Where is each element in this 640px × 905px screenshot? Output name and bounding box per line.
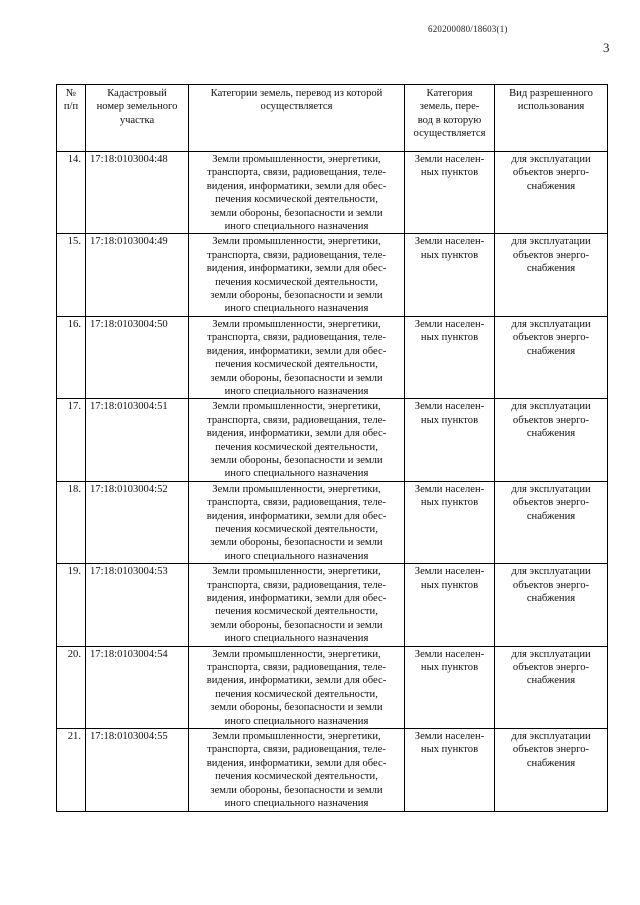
cadastral-number: 17:18:0103004:53 [86, 564, 189, 646]
permitted-use [495, 152, 608, 234]
text-line: транспорта, связи, радиовещания, теле- [207, 414, 386, 426]
text-line: Земли населен- [414, 566, 485, 578]
text-line: осуществляется [413, 128, 486, 140]
target-category [405, 729, 495, 811]
text-line: печения космической деятельности, [215, 771, 378, 783]
text-line: снабжения [526, 510, 576, 522]
source-category [189, 316, 405, 398]
text-line: земли обороны, безопасности и земли [210, 454, 383, 466]
source-category [189, 564, 405, 646]
source-category [189, 399, 405, 481]
header-source-category [189, 85, 405, 152]
target-category [405, 564, 495, 646]
row-number: 15. [57, 234, 86, 316]
text-line: ных пунктов [420, 579, 479, 591]
text-line: печения космической деятельности, [215, 359, 378, 371]
row-number: 14. [57, 152, 86, 234]
cadastral-number: 17:18:0103004:51 [86, 399, 189, 481]
text-line: земли обороны, безопасности и земли [210, 537, 383, 549]
row-number: 20. [57, 646, 86, 728]
text-line: участка [119, 114, 155, 126]
source-category [189, 234, 405, 316]
text-line: видения, информатики, земли для обес- [206, 345, 387, 357]
permitted-use [495, 481, 608, 563]
text-line: ных пунктов [420, 744, 479, 756]
row-number: 17. [57, 399, 86, 481]
text-line: Земли населен- [414, 401, 485, 413]
text-line: земель, пере- [419, 101, 480, 113]
text-line: транспорта, связи, радиовещания, теле- [207, 249, 386, 261]
text-line: транспорта, связи, радиовещания, теле- [207, 332, 386, 344]
text-line: земли обороны, безопасности и земли [210, 784, 383, 796]
text-line: объектов энерго- [512, 579, 590, 591]
text-line: земли обороны, безопасности и земли [210, 207, 383, 219]
text-line: транспорта, связи, радиовещания, теле- [207, 744, 386, 756]
text-line: иного специального назначения [224, 715, 369, 727]
text-line: транспорта, связи, радиовещания, теле- [207, 579, 386, 591]
table-row [57, 152, 608, 234]
text-line: ных пунктов [420, 249, 479, 261]
target-category [405, 234, 495, 316]
text-line: Земли промышленности, энергетики, [212, 154, 381, 165]
text-line: снабжения [526, 593, 576, 604]
text-line: снабжения [526, 757, 576, 769]
text-line: видения, информатики, земли для обес- [206, 757, 387, 769]
text-line: видения, информатики, земли для обес- [206, 593, 387, 604]
source-category [189, 729, 405, 811]
table-body [57, 152, 608, 812]
header-permitted-use [495, 85, 608, 152]
cadastral-number: 17:18:0103004:55 [86, 729, 189, 811]
text-line: Земли населен- [414, 648, 485, 660]
text-line: видения, информатики, земли для обес- [206, 263, 387, 275]
text-line: объектов энерго- [512, 167, 590, 179]
header-target-category [405, 85, 495, 152]
target-category [405, 399, 495, 481]
text-line: иного специального назначения [224, 385, 369, 397]
text-line: видения, информатики, земли для обес- [206, 510, 387, 522]
text-line: земли обороны, безопасности и земли [210, 372, 383, 384]
target-category [405, 646, 495, 728]
text-line: Категория [426, 88, 473, 99]
text-line: видения, информатики, земли для обес- [206, 428, 387, 440]
permitted-use [495, 564, 608, 646]
text-line: снабжения [526, 345, 576, 357]
text-line: ных пунктов [420, 497, 479, 509]
text-line: для эксплуатации [511, 566, 591, 578]
text-line: Земли промышленности, энергетики, [212, 731, 381, 743]
row-number: 21. [57, 729, 86, 811]
text-line: п/п [63, 101, 79, 113]
table-row [57, 729, 608, 811]
text-line: объектов энерго- [512, 414, 590, 426]
document-id: 620200080/18603(1) [428, 24, 508, 34]
table-header-row [57, 85, 608, 152]
cadastral-number: 17:18:0103004:50 [86, 316, 189, 398]
text-line: печения космической деятельности, [215, 606, 378, 618]
header-number [57, 85, 86, 152]
text-line: иного специального назначения [224, 221, 369, 233]
text-line: ных пунктов [420, 414, 479, 426]
text-line: для эксплуатации [511, 731, 591, 743]
text-line: для эксплуатации [511, 648, 591, 660]
text-line: объектов энерго- [512, 249, 590, 261]
text-line: для эксплуатации [511, 483, 591, 495]
text-line: для эксплуатации [511, 236, 591, 248]
cadastral-number: 17:18:0103004:49 [86, 234, 189, 316]
text-line: Вид разрешенного [509, 88, 593, 99]
target-category [405, 481, 495, 563]
text-line: печения космической деятельности, [215, 276, 378, 288]
text-line: земли обороны, безопасности и земли [210, 290, 383, 302]
text-line: печения космической деятельности, [215, 441, 378, 453]
permitted-use [495, 729, 608, 811]
text-line: объектов энерго- [512, 662, 590, 674]
text-line: номер земельного [96, 101, 178, 113]
text-line: для эксплуатации [511, 401, 591, 413]
cadastral-number: 17:18:0103004:52 [86, 481, 189, 563]
text-line: печения космической деятельности, [215, 688, 378, 700]
text-line: Земли населен- [414, 154, 485, 165]
text-line: Земли промышленности, энергетики, [212, 648, 381, 660]
row-number: 16. [57, 316, 86, 398]
text-line: Земли населен- [414, 318, 485, 330]
text-line: Земли населен- [414, 731, 485, 743]
text-line: транспорта, связи, радиовещания, теле- [207, 167, 386, 179]
text-line: для эксплуатации [511, 154, 591, 165]
text-line: земли обороны, безопасности и земли [210, 619, 383, 631]
page-number: 3 [603, 40, 610, 55]
text-line: Земли промышленности, энергетики, [212, 236, 381, 248]
table-row [57, 481, 608, 563]
text-line: вод в которую [417, 114, 482, 126]
permitted-use [495, 316, 608, 398]
header-cadastral-number [86, 85, 189, 152]
text-line: для эксплуатации [511, 318, 591, 330]
permitted-use [495, 399, 608, 481]
target-category [405, 316, 495, 398]
permitted-use [495, 646, 608, 728]
text-line: ных пунктов [420, 167, 479, 179]
text-line: иного специального назначения [224, 550, 369, 562]
source-category [189, 152, 405, 234]
text-line: Земли промышленности, энергетики, [212, 483, 381, 495]
text-line: ных пунктов [420, 332, 479, 344]
text-line: снабжения [526, 675, 576, 687]
text-line: ных пунктов [420, 662, 479, 674]
text-line: № [65, 88, 77, 99]
text-line: транспорта, связи, радиовещания, теле- [207, 662, 386, 674]
text-line: видения, информатики, земли для обес- [206, 675, 387, 687]
target-category [405, 152, 495, 234]
text-line: снабжения [526, 263, 576, 275]
text-line: снабжения [526, 428, 576, 440]
text-line: осуществляется [260, 101, 333, 113]
row-number: 19. [57, 564, 86, 646]
text-line: Земли населен- [414, 483, 485, 495]
source-category [189, 481, 405, 563]
table-row [57, 399, 608, 481]
text-line: печения космической деятельности, [215, 523, 378, 535]
table-row [57, 234, 608, 316]
permitted-use [495, 234, 608, 316]
source-category [189, 646, 405, 728]
text-line: Категории земель, перевод из которой [210, 88, 383, 99]
text-line: Земли населен- [414, 236, 485, 248]
land-parcels-table [56, 84, 608, 812]
text-line: печения космической деятельности, [215, 194, 378, 206]
text-line: объектов энерго- [512, 332, 590, 344]
text-line: иного специального назначения [224, 633, 369, 645]
table-row [57, 316, 608, 398]
cadastral-number: 17:18:0103004:48 [86, 152, 189, 234]
text-line: снабжения [526, 180, 576, 192]
text-line: иного специального назначения [224, 303, 369, 315]
text-line: видения, информатики, земли для обес- [206, 180, 387, 192]
text-line: иного специального назначения [224, 798, 369, 810]
text-line: Земли промышленности, энергетики, [212, 318, 381, 330]
text-line: Земли промышленности, энергетики, [212, 566, 381, 578]
text-line: объектов энерго- [512, 744, 590, 756]
text-line: Кадастровый [107, 88, 167, 99]
table-row [57, 646, 608, 728]
cadastral-number: 17:18:0103004:54 [86, 646, 189, 728]
row-number: 18. [57, 481, 86, 563]
text-line: иного специального назначения [224, 468, 369, 480]
text-line: объектов энерго- [512, 497, 590, 509]
text-line: земли обороны, безопасности и земли [210, 702, 383, 714]
text-line: Земли промышленности, энергетики, [212, 401, 381, 413]
table-row [57, 564, 608, 646]
text-line: использования [517, 101, 585, 113]
text-line: транспорта, связи, радиовещания, теле- [207, 497, 386, 509]
